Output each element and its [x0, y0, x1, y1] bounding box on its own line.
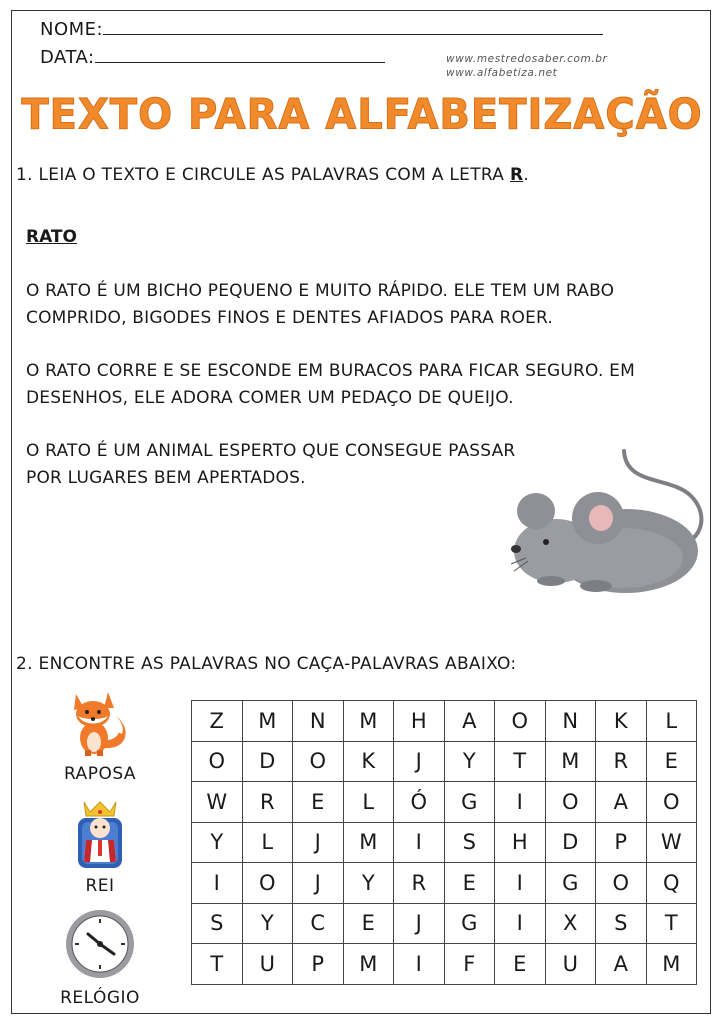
grid-cell[interactable]: S	[596, 903, 647, 944]
grid-cell[interactable]: D	[242, 741, 293, 782]
grid-cell[interactable]: T	[495, 741, 546, 782]
grid-cell[interactable]: L	[242, 822, 293, 863]
grid-cell[interactable]: Y	[444, 741, 495, 782]
grid-cell[interactable]: I	[495, 903, 546, 944]
grid-cell[interactable]: E	[646, 741, 697, 782]
grid-cell[interactable]: A	[596, 782, 647, 823]
grid-cell[interactable]: N	[545, 701, 596, 742]
grid-cell[interactable]: P	[596, 822, 647, 863]
grid-cell[interactable]: M	[646, 944, 697, 985]
grid-cell[interactable]: Z	[192, 701, 243, 742]
grid-cell[interactable]: E	[343, 903, 394, 944]
name-field	[40, 18, 603, 40]
grid-row	[192, 863, 697, 904]
grid-cell[interactable]: M	[343, 822, 394, 863]
grid-cell[interactable]: L	[646, 701, 697, 742]
question-1-letter: R	[509, 165, 524, 185]
question-1	[16, 165, 529, 185]
grid-cell[interactable]: H	[394, 701, 445, 742]
grid-cell[interactable]: W	[192, 782, 243, 823]
date-field	[40, 46, 385, 68]
grid-cell[interactable]: J	[293, 822, 344, 863]
grid-cell[interactable]: W	[646, 822, 697, 863]
grid-cell[interactable]: Q	[646, 863, 697, 904]
question-1-text: 1. LEIA O TEXTO E CIRCULE AS PALAVRAS COM A LETRA	[16, 165, 510, 185]
grid-cell[interactable]: A	[444, 701, 495, 742]
grid-row	[192, 944, 697, 985]
grid-cell[interactable]: Y	[343, 863, 394, 904]
king-icon	[72, 800, 128, 870]
grid-cell[interactable]: E	[444, 863, 495, 904]
grid-cell[interactable]: A	[596, 944, 647, 985]
picture-label-rei: REI	[85, 876, 115, 896]
picture-label-relogio: RELÓGIO	[60, 988, 140, 1008]
grid-cell[interactable]: O	[293, 741, 344, 782]
grid-cell[interactable]: M	[343, 701, 394, 742]
grid-cell[interactable]: E	[495, 944, 546, 985]
grid-cell[interactable]: R	[394, 863, 445, 904]
date-label: DATA:	[40, 47, 95, 68]
grid-cell[interactable]: S	[192, 903, 243, 944]
grid-cell[interactable]: C	[293, 903, 344, 944]
fox-icon	[66, 688, 132, 758]
grid-cell[interactable]: J	[394, 741, 445, 782]
grid-cell[interactable]: S	[444, 822, 495, 863]
story-paragraph-1: O RATO É UM BICHO PEQUENO E MUITO RÁPIDO. ELE TEM UM RABO COMPRIDO, BIGODES FINOS E DENTES AFIADOS PARA ROER.	[26, 281, 615, 328]
grid-cell[interactable]: Y	[242, 903, 293, 944]
grid-cell[interactable]: O	[495, 701, 546, 742]
site-url-2: www.alfabetiza.net	[446, 67, 558, 79]
grid-cell[interactable]: R	[596, 741, 647, 782]
grid-cell[interactable]: N	[293, 701, 344, 742]
name-line[interactable]	[103, 18, 603, 35]
grid-cell[interactable]: O	[192, 741, 243, 782]
site-url-1: www.mestredosaber.com.br	[446, 53, 608, 65]
question-1-end: .	[523, 165, 530, 185]
grid-cell[interactable]: U	[242, 944, 293, 985]
grid-cell[interactable]: D	[545, 822, 596, 863]
grid-cell[interactable]: O	[545, 782, 596, 823]
grid-cell[interactable]: I	[192, 863, 243, 904]
grid-cell[interactable]: I	[495, 782, 546, 823]
grid-cell[interactable]: G	[444, 903, 495, 944]
story-title: RATO	[26, 227, 77, 247]
grid-cell[interactable]: T	[192, 944, 243, 985]
page-title: TEXTO PARA ALFABETIZAÇÃO	[21, 90, 703, 140]
grid-cell[interactable]: U	[545, 944, 596, 985]
grid-cell[interactable]: H	[495, 822, 546, 863]
grid-cell[interactable]: I	[394, 822, 445, 863]
grid-cell[interactable]: L	[343, 782, 394, 823]
grid-cell[interactable]: I	[394, 944, 445, 985]
word-search-grid	[191, 700, 697, 985]
name-label: NOME:	[40, 19, 104, 40]
grid-cell[interactable]: O	[646, 782, 697, 823]
story-paragraph-3: O RATO É UM ANIMAL ESPERTO QUE CONSEGUE PASSAR POR LUGARES BEM APERTADOS.	[26, 441, 516, 488]
clock-icon	[64, 908, 136, 980]
grid-cell[interactable]: G	[444, 782, 495, 823]
grid-cell[interactable]: T	[646, 903, 697, 944]
grid-row	[192, 741, 697, 782]
grid-cell[interactable]: O	[242, 863, 293, 904]
grid-cell[interactable]: K	[343, 741, 394, 782]
grid-row	[192, 822, 697, 863]
grid-cell[interactable]: J	[394, 903, 445, 944]
grid-cell[interactable]: Ó	[394, 782, 445, 823]
grid-row	[192, 903, 697, 944]
grid-cell[interactable]: M	[343, 944, 394, 985]
grid-row	[192, 701, 697, 742]
grid-cell[interactable]: R	[242, 782, 293, 823]
grid-cell[interactable]: M	[242, 701, 293, 742]
grid-cell[interactable]: I	[495, 863, 546, 904]
grid-cell[interactable]: P	[293, 944, 344, 985]
grid-cell[interactable]: M	[545, 741, 596, 782]
grid-cell[interactable]: G	[545, 863, 596, 904]
grid-cell[interactable]: K	[596, 701, 647, 742]
date-line[interactable]	[95, 46, 385, 63]
grid-cell[interactable]: X	[545, 903, 596, 944]
grid-cell[interactable]: Y	[192, 822, 243, 863]
mouse-illustration	[506, 446, 711, 596]
story-paragraph-2: O RATO CORRE E SE ESCONDE EM BURACOS PARA FICAR SEGURO. EM DESENHOS, ELE ADORA COMER UM PEDAÇO DE QUEIJO.	[26, 361, 635, 408]
picture-label-raposa: RAPOSA	[63, 764, 137, 784]
grid-row	[192, 782, 697, 823]
grid-cell[interactable]: J	[293, 863, 344, 904]
question-2: 2. ENCONTRE AS PALAVRAS NO CAÇA-PALAVRAS ABAIXO:	[16, 654, 517, 674]
grid-cell[interactable]: O	[596, 863, 647, 904]
grid-cell[interactable]: F	[444, 944, 495, 985]
grid-cell[interactable]: E	[293, 782, 344, 823]
